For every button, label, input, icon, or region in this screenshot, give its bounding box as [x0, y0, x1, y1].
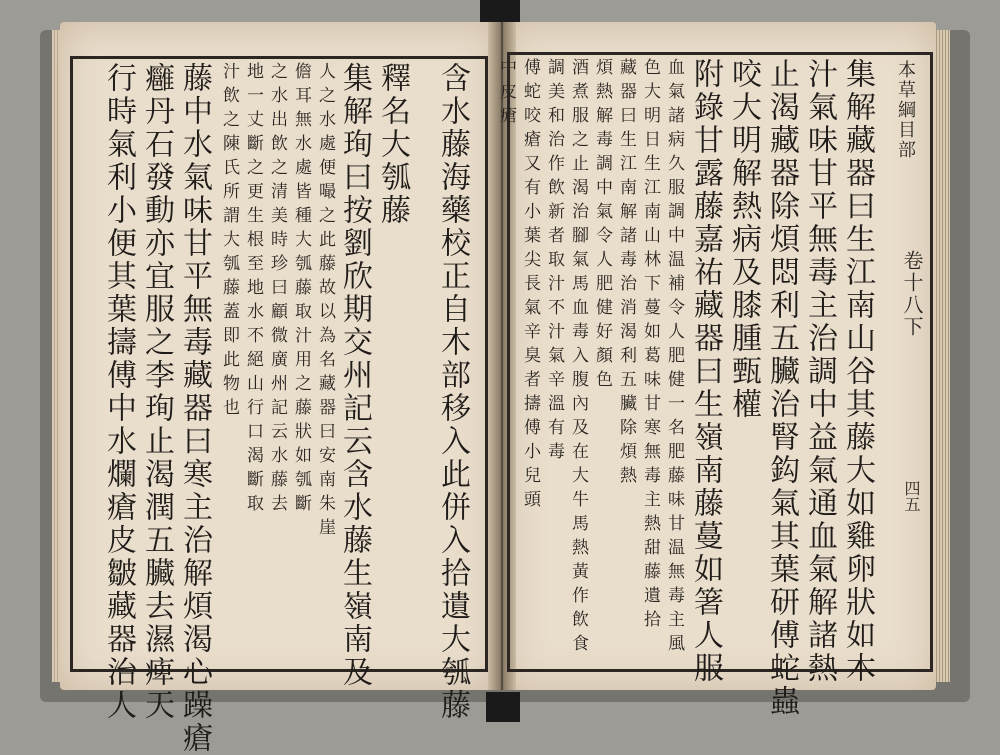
book-title-text: 本草綱目部	[895, 60, 916, 160]
folio-text: 四五	[902, 480, 921, 512]
text-column: 煩熱解毒調中氣令人肥健好顏色	[592, 58, 612, 394]
text-column: 附錄甘露藤嘉祐藏器曰生嶺南藤蔓如箸人服	[688, 58, 723, 685]
text-column: 止渴藏器除煩悶利五臟治腎鈎氣其葉研傅蛇蟲	[764, 58, 799, 718]
text-column: 汁飲之陳氏所謂大瓠藤蓋即此物也	[219, 62, 239, 422]
text-column: 地一丈斷之更生根至地水不絕山行口渴斷取	[243, 62, 263, 518]
text-column: 傅蛇咬瘡又有小葉尖長氣辛臭者擣傅小兒頭	[520, 58, 540, 514]
text-column: 酒煮服之止渴治腳氣馬血毒入腹內及在大牛馬熱黃作飲食	[568, 58, 588, 658]
text-column: 汁氣味甘平無毒主治調中益氣通血氣解諸熱	[802, 58, 837, 685]
text-column: 釋名大瓠藤	[375, 62, 410, 227]
right-page-text	[496, 58, 887, 718]
text-column: 之水出飲之清美時珍曰顧微廣州記云水藤去	[267, 62, 287, 518]
text-column: 藤中水氣味甘平無毒藏器曰寒主治解煩渴心躁瘡	[177, 62, 212, 755]
text-column: 調美和治作飲新者取汁不汁氣辛溫有毒	[544, 58, 564, 466]
page-edges-right	[934, 30, 950, 682]
text-column: 藏器曰生江南解諸毒治消渴利五臟除煩熱	[616, 58, 636, 490]
text-column: 行時氣利小便其葉擣傅中水爛瘡皮皺藏器治人	[101, 62, 136, 722]
text-column: 癰丹石發動亦宜服之李珣止渴潤五臟去濕痺天	[139, 62, 174, 722]
left-page-text	[72, 62, 478, 755]
text-column: 血氣諸病久服調中温補令人肥健一名肥藤味甘温無毒主風	[664, 58, 684, 658]
folio-number	[900, 480, 923, 512]
text-column: 集解珣曰按劉欣期交州記云含水藤生嶺南及	[337, 62, 372, 689]
ribbon-bottom	[486, 692, 520, 722]
text-column: 儋耳無水處皆種大瓠藤取汁用之藤狀如瓠斷	[291, 62, 311, 518]
text-column: 集解藏器曰生江南山谷其藤大如雞卵狀如木	[840, 58, 875, 685]
text-column: 含水藤海藥校正自木部移入此併入拾遺大瓠藤	[435, 62, 470, 722]
text-column: 中皮瘡	[496, 58, 516, 130]
volume-text: 卷十八下	[900, 250, 924, 338]
text-column: 人之水處便嘬之此藤故以為名藏器曰安南朱崖	[315, 62, 335, 542]
text-column: 色大明日生江南山林下蔓如葛味甘寒無毒主熱甜藤遺拾	[640, 58, 660, 634]
book-title-margin	[892, 60, 918, 160]
text-column: 咬大明解熱病及膝腫甄權	[726, 58, 761, 421]
volume-margin	[898, 250, 927, 338]
